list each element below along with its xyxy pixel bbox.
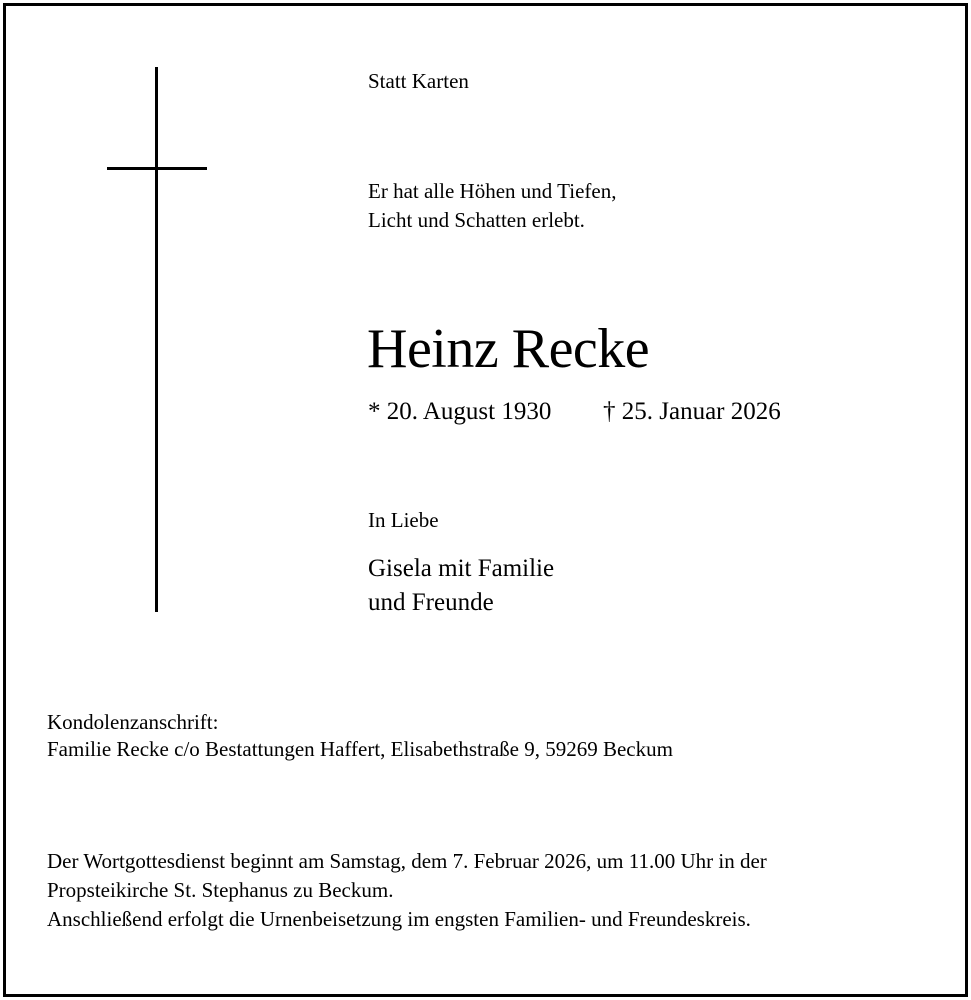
service-line-1: Der Wortgottesdienst beginnt am Samstag, dem 7. Februar 2026, um 11.00 Uhr in der — [47, 849, 767, 873]
service-line-3: Anschließend erfolgt die Urnenbeisetzung im engsten Familien- und Freundeskreis. — [47, 907, 751, 931]
cross-horizontal-bar — [107, 167, 207, 170]
condolence-address: Familie Recke c/o Bestattungen Haffert, Elisabethstraße 9, 59269 Beckum — [47, 737, 673, 761]
quote-line-1: Er hat alle Höhen und Tiefen, — [368, 179, 617, 203]
death-date: † 25. Januar 2026 — [603, 398, 781, 425]
statt-karten-label: Statt Karten — [368, 69, 469, 93]
service-line-2: Propsteikirche St. Stephanus zu Beckum. — [47, 878, 394, 902]
in-liebe-label: In Liebe — [368, 508, 439, 532]
mourners-line-2: und Freunde — [368, 589, 494, 616]
cross-vertical-bar — [155, 67, 158, 612]
mourners-line-1: Gisela mit Familie — [368, 555, 555, 582]
condolence-label: Kondolenzanschrift: — [47, 710, 219, 734]
deceased-name: Heinz Recke — [367, 318, 650, 380]
quote-line-2: Licht und Schatten erlebt. — [368, 208, 585, 232]
birth-date: * 20. August 1930 — [368, 398, 552, 425]
